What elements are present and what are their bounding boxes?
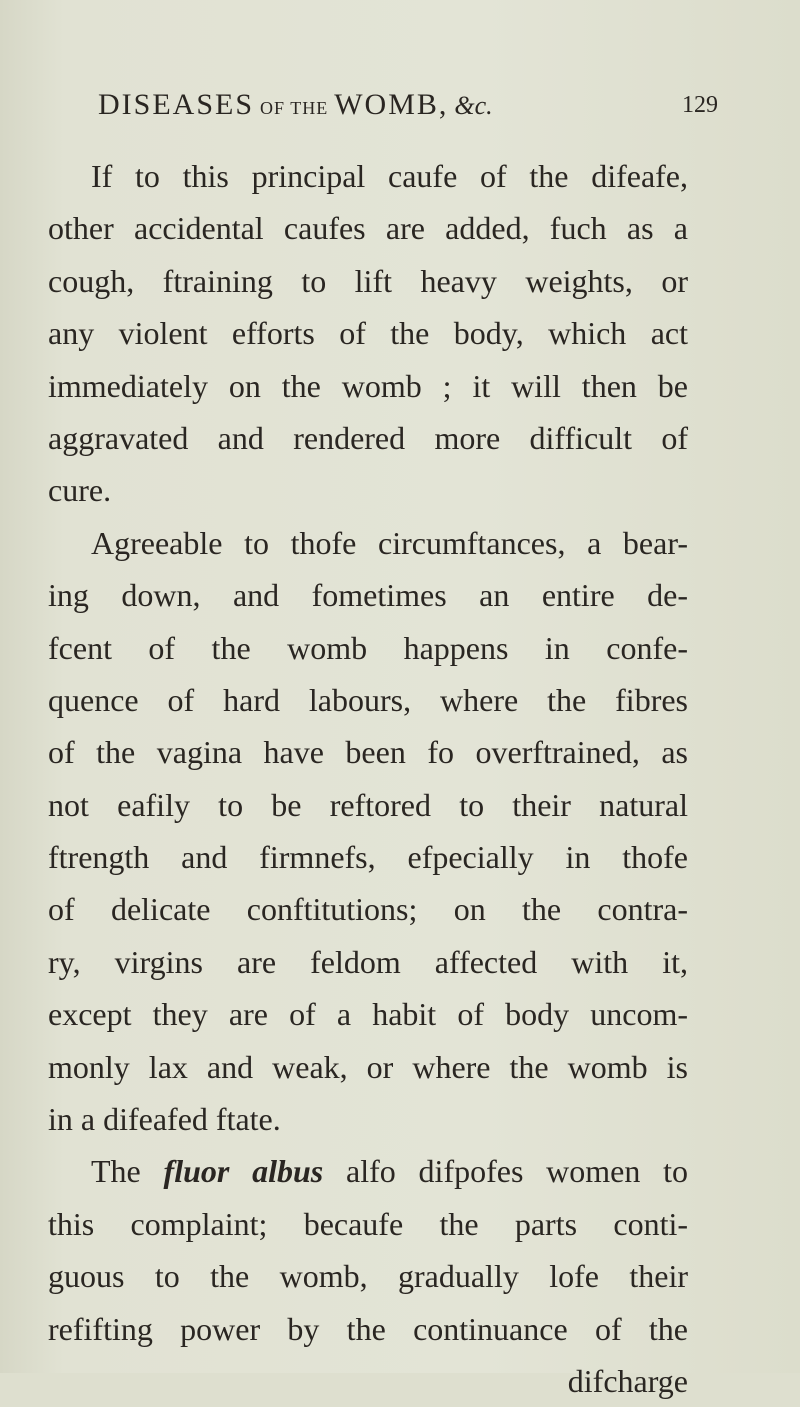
text-segment: alfo difpofes women to	[346, 1153, 689, 1190]
text-line: ry, virgins are feldom affected with it,	[48, 943, 688, 980]
text-line: immediately on the womb ; it will then be	[48, 367, 688, 404]
text-segment: The	[91, 1153, 141, 1190]
italic-term: fluor albus	[163, 1153, 324, 1190]
text-line: If to this principal caufe of the difeafe,	[91, 158, 688, 194]
text-line: of the vagina have been fo overftrained, as	[48, 734, 688, 771]
text-line: not eafily to be reftored to their natural	[48, 786, 688, 823]
header-title-of-the: OF THE	[260, 98, 329, 118]
text-line: monly lax and weak, or where the womb is	[48, 1048, 688, 1085]
text-line: cure.	[48, 472, 112, 509]
text-line: cough, ftraining to lift heavy weights, or	[48, 262, 688, 299]
text-line: in a difeafed ftate.	[48, 1101, 281, 1138]
text-line: quence of hard labours, where the fibres	[48, 681, 688, 718]
text-line: any violent efforts of the body, which act	[48, 315, 688, 352]
header-title-womb: WOMB,	[334, 88, 449, 121]
text-line: this complaint; becaufe the parts conti-	[48, 1205, 688, 1242]
text-line: refifting power by the continuance of the	[48, 1310, 688, 1347]
text-line: aggravated and rendered more difficult of	[48, 419, 688, 456]
text-line-mixed	[48, 1145, 688, 1197]
body-text	[48, 150, 688, 1407]
text-line: ftrength and firmnefs, efpecially in thofe	[48, 839, 688, 876]
text-line: other accidental caufes are added, fuch as a	[48, 210, 688, 247]
text-line: guous to the womb, gradually lofe their	[48, 1258, 688, 1295]
running-header	[98, 88, 718, 132]
text-line: ing down, and fometimes an entire de-	[48, 577, 688, 614]
text-line: except they are of a habit of body uncom-	[48, 996, 688, 1033]
catchword: difcharge	[567, 1362, 688, 1399]
header-title-etc: &c.	[454, 91, 493, 120]
page-number: 129	[682, 92, 718, 118]
text-line: Agreeable to thofe circumftances, a bear-	[91, 524, 688, 561]
text-line: of delicate conftitutions; on the contra-	[48, 891, 688, 928]
text-line: fcent of the womb happens in confe-	[48, 629, 688, 666]
header-title-diseases: DISEASES	[98, 88, 255, 121]
